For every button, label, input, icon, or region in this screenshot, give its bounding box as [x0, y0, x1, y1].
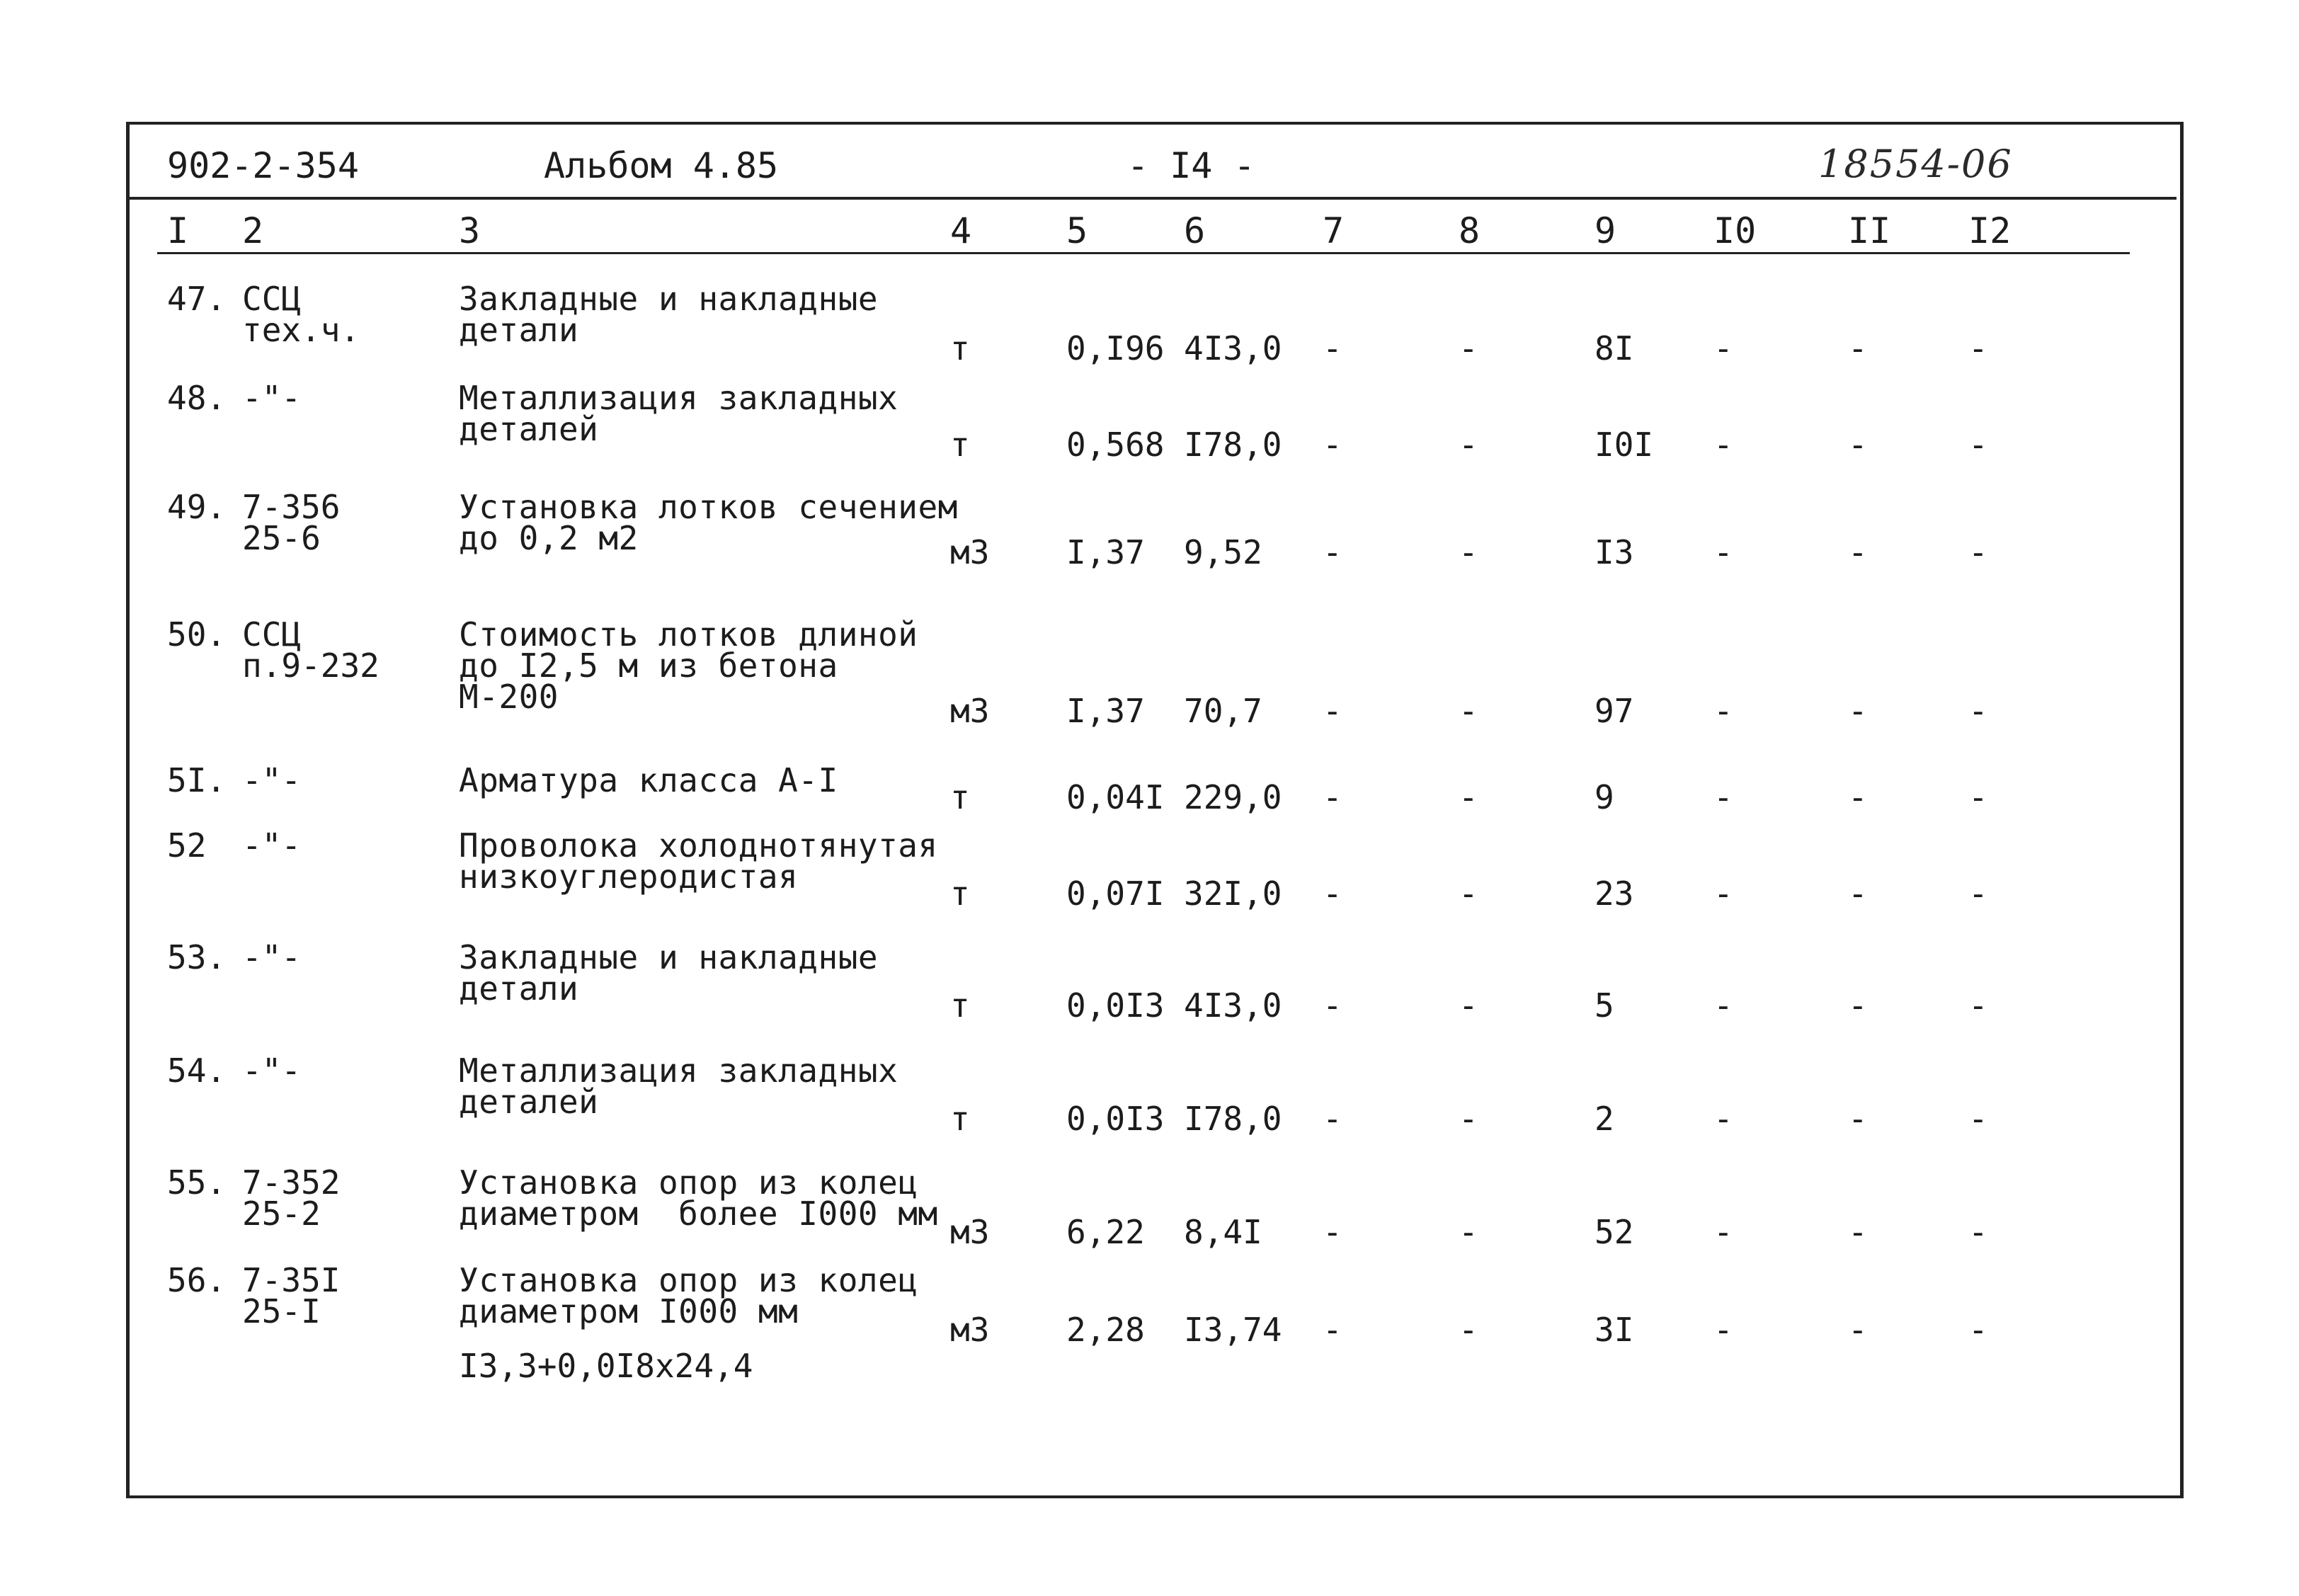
cell-c8: - [1459, 1213, 1478, 1251]
cell-c7: - [1323, 986, 1342, 1025]
column-header-1: I [167, 210, 189, 251]
cell-c11: - [1848, 1311, 1868, 1349]
cell-c7: - [1323, 1213, 1342, 1251]
cell-c11: - [1848, 986, 1868, 1025]
cell-name: Установка опор из колец диаметром более I000 мм [459, 1163, 938, 1233]
cell-c9: I0I [1595, 426, 1654, 464]
cell-c12: - [1968, 426, 1988, 464]
cell-c8: - [1459, 986, 1478, 1025]
cell-c12: - [1968, 1311, 1988, 1349]
cell-no: 52 [167, 826, 207, 865]
cell-c9: 9 [1595, 778, 1614, 816]
footnote-formula: I3,3+0,0I8х24,4 [459, 1347, 753, 1385]
cell-no: 47. [167, 280, 227, 318]
cell-code: ССЦ тех.ч. [242, 280, 360, 349]
cell-price: 9,52 [1184, 533, 1262, 571]
cell-c9: 5 [1595, 986, 1614, 1025]
cell-c11: - [1848, 1100, 1868, 1138]
cell-c11: - [1848, 426, 1868, 464]
cell-c10: - [1713, 426, 1733, 464]
cell-price: 4I3,0 [1184, 986, 1282, 1025]
column-header-12: I2 [1968, 210, 2012, 251]
cell-code: -"- [242, 826, 302, 865]
cell-c7: - [1323, 692, 1342, 730]
cell-c8: - [1459, 692, 1478, 730]
cell-c10: - [1713, 329, 1733, 367]
cell-qty: 0,07I [1066, 874, 1165, 913]
cell-name: Арматура класса А-I [459, 761, 838, 799]
cell-c10: - [1713, 1213, 1733, 1251]
cell-c9: 8I [1595, 329, 1634, 367]
cell-c8: - [1459, 426, 1478, 464]
cell-unit: т [950, 778, 970, 816]
cell-c7: - [1323, 778, 1342, 816]
column-header-3: 3 [459, 210, 481, 251]
cell-c12: - [1968, 874, 1988, 913]
column-header-8: 8 [1459, 210, 1481, 251]
cell-c7: - [1323, 426, 1342, 464]
cell-no: 49. [167, 488, 227, 526]
cell-c9: 23 [1595, 874, 1634, 913]
cell-code: -"- [242, 1051, 302, 1090]
cell-price: I3,74 [1184, 1311, 1282, 1349]
cell-c8: - [1459, 874, 1478, 913]
cell-code: 7-352 25-2 [242, 1163, 341, 1233]
cell-c9: I3 [1595, 533, 1634, 571]
cell-code: -"- [242, 761, 302, 799]
column-header-4: 4 [950, 210, 972, 251]
cell-qty: 0,568 [1066, 426, 1165, 464]
cell-name: Проволока холоднотянутая низкоуглеродистая [459, 826, 938, 896]
cell-code: 7-35I 25-I [242, 1261, 341, 1330]
column-header-6: 6 [1184, 210, 1206, 251]
cell-c10: - [1713, 778, 1733, 816]
cell-c11: - [1848, 692, 1868, 730]
cell-c10: - [1713, 533, 1733, 571]
cell-qty: 0,04I [1066, 778, 1165, 816]
cell-c8: - [1459, 533, 1478, 571]
column-header-7: 7 [1323, 210, 1345, 251]
cell-c10: - [1713, 986, 1733, 1025]
cell-c10: - [1713, 874, 1733, 913]
cell-name: Закладные и накладные детали [459, 280, 879, 349]
album-label: Альбом 4.85 [544, 145, 779, 186]
cell-code: -"- [242, 379, 302, 417]
cell-no: 53. [167, 938, 227, 976]
cell-price: 229,0 [1184, 778, 1282, 816]
cell-c7: - [1323, 874, 1342, 913]
cell-no: 48. [167, 379, 227, 417]
cell-c9: 2 [1595, 1100, 1614, 1138]
cell-c11: - [1848, 778, 1868, 816]
header-divider [130, 197, 2177, 200]
cell-qty: 0,0I3 [1066, 986, 1165, 1025]
cell-price: 8,4I [1184, 1213, 1262, 1251]
cell-c11: - [1848, 874, 1868, 913]
cell-c8: - [1459, 329, 1478, 367]
handwritten-stamp: 18554-06 [1818, 142, 2013, 186]
cell-name: Металлизация закладных деталей [459, 1051, 899, 1121]
cell-qty: 2,28 [1066, 1311, 1145, 1349]
doc-code: 902-2-354 [167, 145, 359, 186]
cell-code: 7-356 25-6 [242, 488, 341, 557]
cell-c12: - [1968, 1100, 1988, 1138]
cell-c9: 97 [1595, 692, 1634, 730]
cell-c12: - [1968, 692, 1988, 730]
cell-name: Стоимость лотков длиной до I2,5 м из бетона М-200 [459, 615, 918, 716]
cell-price: 4I3,0 [1184, 329, 1282, 367]
cell-no: 50. [167, 615, 227, 654]
cell-code: ССЦ п.9-232 [242, 615, 380, 685]
cell-c10: - [1713, 1100, 1733, 1138]
column-header-5: 5 [1066, 210, 1088, 251]
cell-c9: 52 [1595, 1213, 1634, 1251]
cell-no: 55. [167, 1163, 227, 1202]
cell-unit: т [950, 426, 970, 464]
cell-price: I78,0 [1184, 426, 1282, 464]
column-header-11: II [1848, 210, 1891, 251]
cell-qty: 6,22 [1066, 1213, 1145, 1251]
cell-c10: - [1713, 1311, 1733, 1349]
cell-c12: - [1968, 986, 1988, 1025]
cell-unit: м3 [950, 1213, 990, 1251]
cell-c12: - [1968, 533, 1988, 571]
cell-name: Металлизация закладных деталей [459, 379, 899, 448]
cell-c8: - [1459, 1311, 1478, 1349]
column-header-9: 9 [1595, 210, 1616, 251]
cell-unit: т [950, 986, 970, 1025]
cell-c7: - [1323, 1311, 1342, 1349]
cell-c12: - [1968, 1213, 1988, 1251]
cell-qty: 0,0I3 [1066, 1100, 1165, 1138]
cell-no: 54. [167, 1051, 227, 1090]
cell-unit: т [950, 874, 970, 913]
cell-code: -"- [242, 938, 302, 976]
cell-unit: м3 [950, 533, 990, 571]
cell-c10: - [1713, 692, 1733, 730]
cell-c7: - [1323, 329, 1342, 367]
cell-unit: м3 [950, 692, 990, 730]
cell-c7: - [1323, 533, 1342, 571]
cell-c7: - [1323, 1100, 1342, 1138]
cell-c8: - [1459, 1100, 1478, 1138]
cell-no: 56. [167, 1261, 227, 1299]
cell-price: I78,0 [1184, 1100, 1282, 1138]
column-header-underline [157, 252, 2130, 254]
cell-c12: - [1968, 778, 1988, 816]
cell-qty: 0,I96 [1066, 329, 1165, 367]
cell-qty: I,37 [1066, 533, 1145, 571]
cell-unit: т [950, 1100, 970, 1138]
cell-qty: I,37 [1066, 692, 1145, 730]
column-header-2: 2 [242, 210, 264, 251]
cell-no: 5I. [167, 761, 227, 799]
cell-c11: - [1848, 329, 1868, 367]
cell-name: Закладные и накладные детали [459, 938, 879, 1008]
cell-c9: 3I [1595, 1311, 1634, 1349]
cell-unit: м3 [950, 1311, 990, 1349]
column-header-10: I0 [1713, 210, 1757, 251]
cell-price: 70,7 [1184, 692, 1262, 730]
cell-c11: - [1848, 533, 1868, 571]
cell-price: 32I,0 [1184, 874, 1282, 913]
cell-c11: - [1848, 1213, 1868, 1251]
cell-unit: т [950, 329, 970, 367]
cell-c12: - [1968, 329, 1988, 367]
page-number: - I4 - [1127, 145, 1255, 186]
cell-c8: - [1459, 778, 1478, 816]
cell-name: Установка опор из колец диаметром I000 мм [459, 1261, 918, 1330]
cell-name: Установка лотков сечением до 0,2 м2 [459, 488, 958, 557]
